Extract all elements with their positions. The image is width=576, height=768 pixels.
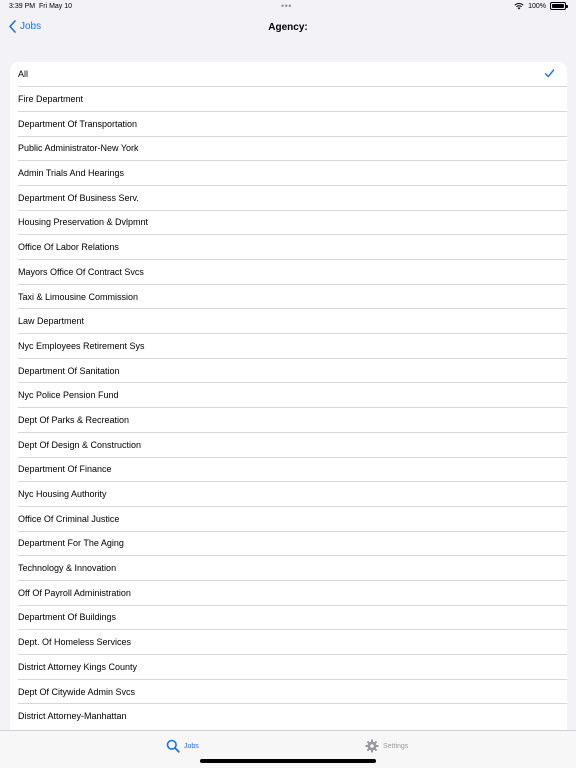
tab-settings-label: Settings	[383, 742, 409, 750]
status-bar	[0, 0, 576, 14]
agency-row[interactable]	[10, 161, 567, 186]
agency-row-label: Dept Of Design & Construction	[18, 439, 142, 450]
status-date-text: Fri May 10	[38, 3, 73, 10]
agency-row-label: Law Department	[18, 316, 85, 327]
agency-row[interactable]	[10, 358, 567, 383]
agency-row-label: Nyc Employees Retirement Sys	[18, 340, 145, 351]
agency-row-label: Office Of Criminal Justice	[18, 513, 120, 524]
agency-row[interactable]	[10, 556, 567, 581]
magnifying-glass-icon	[166, 739, 180, 753]
battery-percent: 100%	[528, 2, 546, 10]
agency-row-label: Technology & Innovation	[18, 563, 117, 574]
status-time	[9, 3, 72, 10]
agency-row[interactable]	[10, 506, 567, 531]
agency-row[interactable]	[10, 679, 567, 704]
agency-row[interactable]	[10, 185, 567, 210]
agency-row-label: Department Of Transportation	[18, 118, 138, 129]
agency-row-label: Department Of Buildings	[18, 612, 117, 623]
agency-row[interactable]	[10, 111, 567, 136]
agency-row-label: Taxi & Limousine Commission	[18, 291, 139, 302]
agency-row[interactable]	[10, 605, 567, 630]
agency-row[interactable]	[10, 630, 567, 655]
agency-row[interactable]	[10, 457, 567, 482]
agency-row-label: District Attorney-Manhattan	[18, 711, 127, 722]
agency-row-label: Department Of Finance	[18, 464, 112, 475]
agency-row-label: Dept Of Citywide Admin Svcs	[18, 686, 136, 697]
multitasking-dots[interactable]: •••	[281, 1, 292, 11]
agency-row-label: Housing Preservation & Dvlpmnt	[18, 217, 149, 228]
tab-settings[interactable]	[365, 739, 408, 753]
agency-row-label: District Attorney Kings County	[18, 661, 138, 672]
agency-row-label: Office Of Labor Relations	[18, 242, 119, 253]
agency-row-label: Nyc Housing Authority	[18, 489, 107, 500]
agency-row-label: Admin Trials And Hearings	[18, 168, 125, 179]
tab-jobs[interactable]	[166, 739, 199, 753]
agency-row[interactable]	[10, 87, 567, 112]
agency-row[interactable]	[10, 235, 567, 260]
home-indicator[interactable]	[200, 759, 376, 763]
agency-row-label: Dept Of Parks & Recreation	[18, 414, 130, 425]
agency-row[interactable]	[10, 531, 567, 556]
agency-row[interactable]	[10, 432, 567, 457]
agency-row[interactable]	[10, 655, 567, 680]
agency-row-label: Department For The Aging	[18, 538, 124, 549]
agency-row[interactable]	[10, 383, 567, 408]
agency-row-label: Dept. Of Homeless Services	[18, 637, 132, 648]
agency-row[interactable]	[10, 482, 567, 507]
agency-row[interactable]	[10, 260, 567, 285]
back-button-label: Jobs	[20, 21, 42, 32]
checkmark-icon	[544, 68, 555, 79]
agency-row-label: Department Of Business Serv.	[18, 192, 139, 203]
agency-row[interactable]	[10, 136, 567, 161]
navigation-bar	[0, 14, 576, 44]
agency-row-label: Fire Department	[18, 94, 84, 105]
agency-row-label: Public Administrator-New York	[18, 143, 139, 154]
agency-row[interactable]	[10, 284, 567, 309]
page-title: Agency:	[268, 22, 308, 33]
agency-row[interactable]	[10, 62, 567, 87]
agency-row[interactable]	[10, 408, 567, 433]
agency-row[interactable]	[10, 704, 567, 729]
tab-jobs-label: Jobs	[184, 742, 199, 750]
status-right	[514, 2, 566, 10]
agency-row-label: Department Of Sanitation	[18, 365, 120, 376]
battery-icon	[550, 2, 566, 10]
agency-row[interactable]	[10, 334, 567, 359]
agency-row[interactable]	[10, 210, 567, 235]
agency-list[interactable]	[10, 62, 567, 730]
wifi-icon	[514, 2, 524, 10]
agency-row-label: Mayors Office Of Contract Svcs	[18, 266, 144, 277]
agency-row-label: Off Of Payroll Administration	[18, 587, 131, 598]
gear-icon	[365, 739, 379, 753]
agency-row-label: All	[18, 69, 29, 80]
agency-row-label: Nyc Police Pension Fund	[18, 390, 119, 401]
status-time-text: 3:39 PM	[9, 3, 36, 10]
agency-row[interactable]	[10, 580, 567, 605]
agency-row[interactable]	[10, 309, 567, 334]
